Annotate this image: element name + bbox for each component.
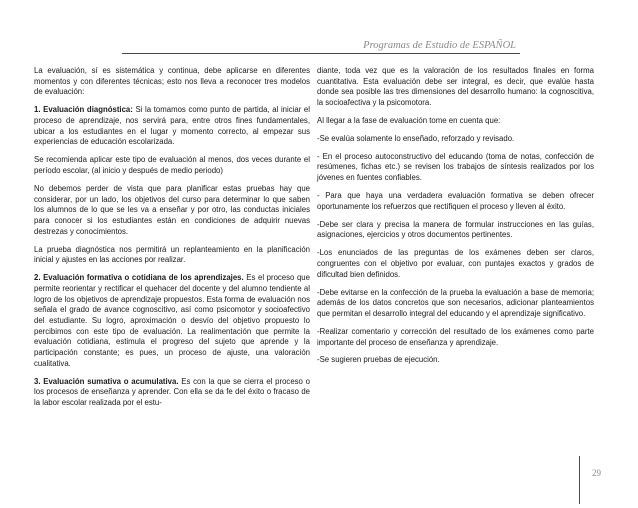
heading-diagnostic-evaluation: 1. Evaluación diagnóstica:	[34, 105, 133, 115]
paragraph-diagnostic-test: La prueba diagnóstica nos permitirá un replanteamiento en la planificación inicial y ajustes en las acciones por realizar.	[34, 244, 310, 265]
paragraph-intro: La evaluación, sí es sistemática y continua, debe aplicarse en diferentes momentos y con diferentes técnicas; esto nos lleva a reconocer tres modelos de evaluación:	[34, 66, 310, 97]
list-item-performance-tests: -Se sugieren pruebas de ejecución.	[317, 355, 440, 365]
list-item-clear-instructions: -Debe ser clara y precisa la manera de formular instrucciones en las guías, asignaciones, ejercicios y otros documentos pertinentes.	[317, 219, 594, 240]
paragraph-evaluation-phase: Al llegar a la fase de evaluación tome en cuenta que:	[317, 116, 501, 125]
paragraph-diagnostic-evaluation: 1. Evaluación diagnóstica: Si la tomamos como punto de partida, al iniciar el proceso de aprendizaje, nos servirá para, entre otros fines fundamentales, ubicar a los estudiantes en el lugar y momento correcto, al empezar sus experiencias de educación escolarizada.	[34, 105, 311, 147]
left-column	[34, 66, 310, 416]
paragraph-summative-evaluation: 3. Evaluación sumativa o acumulativa. Es con la que se cierra el proceso o los procesos de enseñanza y aprender. Con ella se da fe del éxito o fracaso de la labor escolar realizada por el estu-	[34, 376, 310, 408]
paragraph-formative-evaluation: 2. Evaluación formativa o cotidiana de los aprendizajes. Es el proceso que permite reorientar y rectificar el quehacer del docente y del alumno tendiente al logro de los objetivos de aprendizaje propuestos. Esta forma de evaluación nos señala el grado de avance cognoscitivo, así como psicomotor y socioafectivo del estudiante. Su logro, aproximación o desvío del objetivo propuesto lo percibimos con este tipo de evaluación. La realimentación que permite la evaluación cotidiana, estimula el progreso del sujeto que aprende y la participación constante; es pues, un proceso de ajuste, una valoración cualitativa.	[34, 273, 310, 368]
page-number-rule	[579, 456, 580, 504]
list-item-evaluate-taught: -Se evalúa solamente lo enseñado, reforzado y revisado.	[317, 133, 515, 143]
page-number: 29	[592, 468, 601, 478]
paragraph-planning: No debemos perder de vista que para planificar estas pruebas hay que considerar, por un lado, los objetivos del curso para determinar lo que saben los alumnos de lo que se les va a enseñar y por otro, las conductas iniciales para conocer si los estudiantes están en condiciones de adquirir nuevas destrezas y conocimientos.	[34, 183, 310, 236]
list-item-exam-correction: -Realizar comentario y corrección del resultado de los exámenes como parte importante del proceso de enseñanza y aprendizaje.	[317, 326, 594, 347]
list-item-autoconstructive: - En el proceso autoconstructivo del educando (toma de notas, confección de resúmenes, fichas etc.) se revisen los trabajos de síntesis realizados por los jóvenes en fuentes confiables.	[317, 151, 594, 183]
paragraph-recommendation: Se recomienda aplicar este tipo de evaluación al menos, dos veces durante el período escolar, (al inicio y después de medio periodo)	[34, 155, 310, 175]
list-item-avoid-memory: -Debe evitarse en la confección de la prueba la evaluación a base de memoria; además de los datos concretos que son necesarios, adicionar planteamientos que permitan el desarrollo integral del educando y el aprendizaje significativo.	[317, 287, 594, 318]
heading-formative-evaluation: 2. Evaluación formativa o cotidiana de los aprendizajes.	[34, 273, 244, 283]
list-item-exam-questions: -Los enunciados de las preguntas de los exámenes deben ser claros, congruentes con el objetivo por evaluar, con puntajes exactos y grados de dificultad bien definidos.	[317, 248, 594, 279]
running-header-title: Programas de Estudio de ESPAÑOL	[363, 40, 516, 51]
heading-summative-evaluation: 3. Evaluación sumativa o acumulativa.	[34, 376, 179, 386]
page-header	[0, 40, 638, 54]
header-rule	[122, 53, 520, 54]
paragraph-summative-continued: diante, toda vez que es la valoración de los resultados finales en forma cuantitativa. Esta evaluación debe ser integral, es decir, que evalúe hasta donde sea posible las tres dimensiones del desarrollo humano: la cognoscitiva, la socioafectiva y la psicomotora.	[317, 66, 594, 108]
list-item-formative-reinforcement: - Para que haya una verdadera evaluación formativa se deben ofrecer oportunamente los refuerzos que rectifiquen el proceso y lleven al éxito.	[317, 191, 594, 211]
right-column	[317, 66, 594, 373]
